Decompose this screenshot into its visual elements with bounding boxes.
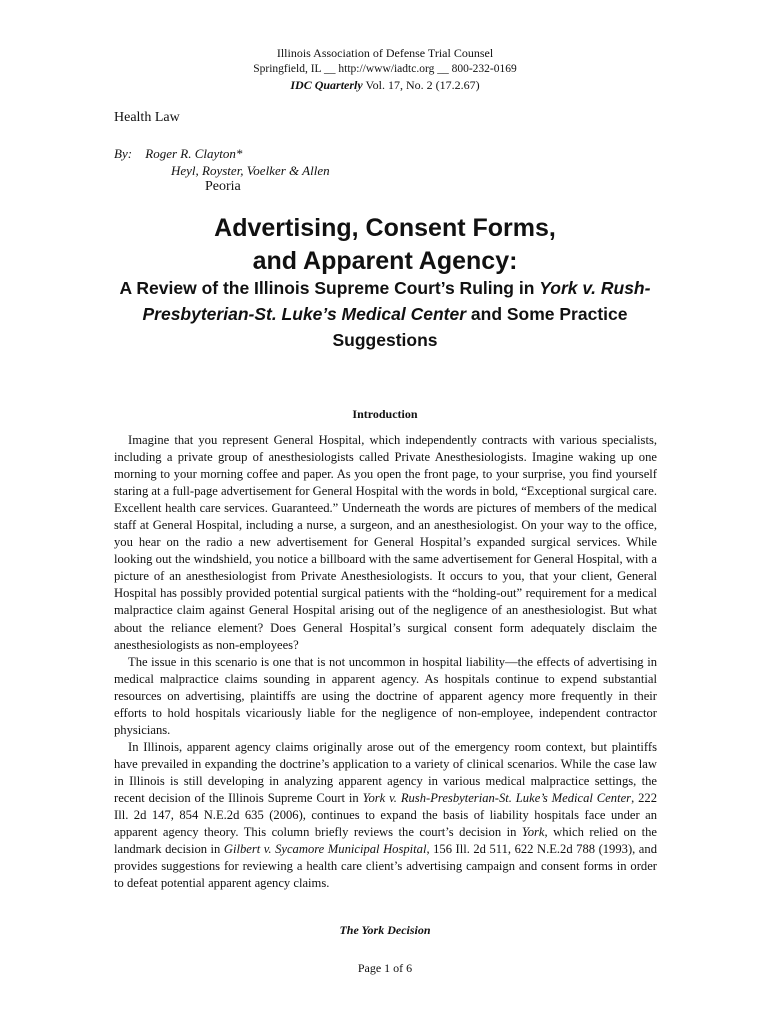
paragraph-3	[114, 739, 657, 892]
header-organization: Illinois Association of Defense Trial Counsel	[276, 46, 494, 60]
byline-label: By:	[114, 146, 133, 161]
header-contact: Springfield, IL __ http://www/iadtc.org __ 800-232-0169	[253, 63, 517, 75]
section-label: Health Law	[114, 110, 180, 125]
article-title-line-1: Advertising, Consent Forms,	[214, 214, 556, 242]
subtitle-part-a: A Review of the Illinois Supreme Court’s Ruling in	[119, 278, 540, 298]
publication-volume: Vol. 17, No. 2 (17.2.67)	[362, 78, 480, 92]
introduction-heading: Introduction	[352, 407, 418, 421]
case-citation-gilbert: Gilbert v. Sycamore Municipal Hospital	[223, 842, 427, 857]
subtitle-case-name: York v. Rush-Presbyterian-St. Luke’s Medical Center	[142, 278, 651, 324]
york-decision-heading: The York Decision	[339, 923, 431, 937]
paragraph-1: Imagine that you represent General Hospital, which independently contracts with various specialists, including a private group of anesthesiologists called Private Anesthesiologists. Imagine waking up one morning to your morning coffee and paper. As you open the front page, to your surprise, you find yourself staring at a full-page advertisement for General Hospital with the words in bold, “Exceptional surgical care. Excellent health care services. Guaranteed.” Underneath the words are pictures of members of the medical staff at General Hospital, including a nurse, a surgeon, and an anesthesiologist. On your way to the office, you hear on the radio a new advertisement for General Hospital’s expanded surgical services. While looking out the windshield, you notice a billboard with the same advertisement for General Hospital, with a picture of an anesthesiologist from Private Anesthesiologists. It occurs to you, that your client, General Hospital has possibly provided potential surgical patients with the “holding-out” requirement for a medical malpractice claim against General Hospital arising out of the negligence of an anesthesiologist. But what about the reliance element? Does General Hospital’s surgical consent form adequately disclaim the anesthesiologists as non-employees?	[114, 433, 657, 652]
page-number: Page 1 of 6	[357, 961, 413, 975]
byline-city: Peoria	[205, 179, 241, 194]
paragraph-3-text-d: , 156 Ill. 2d 511, 622 N.E.2d 788 (1993), and provides suggestions for reviewing a health care client’s advertising campaign and consent forms in order to defeat potential apparent agency claims.	[114, 842, 657, 891]
case-short-york: York	[521, 825, 545, 840]
byline	[114, 146, 242, 162]
paragraph-3-text-b: , 222 Ill. 2d 147, 854 N.E.2d 635 (2006), continues to expand the basis of liability hospitals face under an apparent agency theory. This column briefly reviews the court’s decision in	[114, 790, 657, 840]
paragraph-3-text-a: In Illinois, apparent agency claims originally arose out of the emergency room context, but plaintiffs have prevailed in expanding the doctrine’s application to a variety of clinical scenarios. While the case law in Illinois is still developing in analyzing apparent agency in various medical malpractice settings, the recent decision of the Illinois Supreme Court in	[114, 739, 657, 805]
article-title-line-2: and Apparent Agency:	[252, 247, 518, 275]
article-subtitle	[110, 275, 660, 353]
article-body	[114, 432, 657, 892]
paragraph-2: The issue in this scenario is one that is not uncommon in hospital liability—the effects of advertising in medical malpractice claims sounding in apparent agency. As hospitals continue to expend substantial resources on advertising, plaintiffs are using the doctrine of apparent agency more frequently in their efforts to hold hospitals vicariously liable for the negligence of non-employee, independent contractor physicians.	[114, 654, 657, 737]
byline-firm: Heyl, Royster, Voelker & Allen	[171, 163, 330, 178]
header-publication-line	[0, 78, 770, 93]
publication-name: IDC Quarterly	[290, 78, 363, 92]
paragraph-3-text-c: , which relied on the landmark decision in	[114, 825, 657, 857]
case-citation-york: York v. Rush-Presbyterian-St. Luke’s Medical Center	[362, 790, 632, 805]
byline-author: Roger R. Clayton*	[145, 146, 243, 161]
subtitle-part-b: and Some Practice Suggestions	[332, 304, 628, 350]
